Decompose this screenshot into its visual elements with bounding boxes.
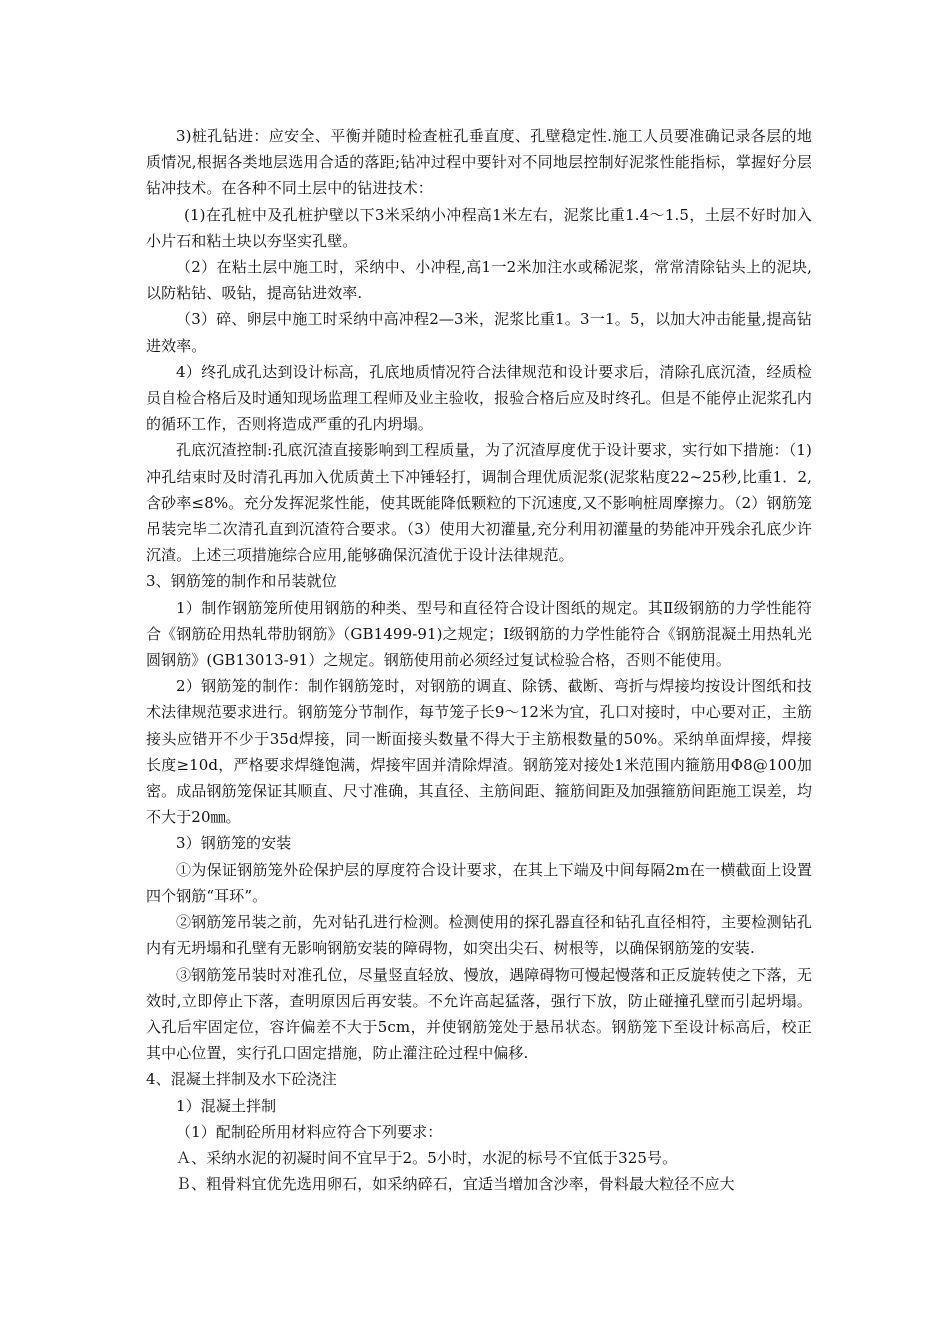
paragraph-final-hole: 4）终孔成孔达到设计标高，孔底地质情况符合法律规范和设计要求后，清除孔底沉渣，经质检员自检合格后及时通知现场监理工程师及业主验收，报验合格后应及时终孔。但是不能停止泥浆孔内的循环工作，否则将造成严重的孔内坍塌。	[146, 362, 812, 434]
paragraph-step-1: (1)在孔桩中及孔桩护壁以下3米采纳小冲程高1米左右，泥浆比重1.4～1.5，土层不好时加入小片石和粘土块以夯坚实孔壁。	[146, 205, 812, 250]
paragraph-item-a: Ａ、采纳水泥的初凝时间不宜早于2。5小时，水泥的标号不宜低于325号。	[176, 1148, 678, 1167]
paragraph-concrete-mixing: 1）混凝土拌制	[176, 1096, 277, 1115]
paragraph-install-3: ③钢筋笼吊装时对准孔位，尽量竖直轻放、慢放，遇障碍物可慢起慢落和正反旋转使之下落，无效时,立即停止下落，查明原因后再安装。不允许高起猛落，强行下放，防止碰撞孔壁而引起坍塌。入孔后牢固定位，容许偏差不大于5cm，并使钢筋笼处于悬吊状态。钢筋笼下至设计标高后，校正其中心位置，实行孔口固定措施，防止灌注砼过程中偏移.	[146, 965, 812, 1063]
paragraph-drilling: 3)桩孔钻进：应安全、平衡并随时检查桩孔垂直度、孔壁稳定性.施工人员要准确记录各层的地质情况,根据各类地层选用合适的落距;钻冲过程中要针对不同地层控制好泥浆性能指标，掌握好分层钻冲技术。在各种不同土层中的钻进技术：	[146, 127, 812, 198]
paragraph-rebar-installation-title: 3）钢筋笼的安装	[176, 834, 292, 853]
section-heading-rebar-cage: 3、钢筋笼的制作和吊装就位	[146, 572, 337, 591]
section-heading-concrete: 4、混凝土拌制及水下砼浇注	[146, 1070, 337, 1089]
paragraph-install-2: ②钢筋笼吊装之前，先对钻孔进行检测。检测使用的探孔器直径和钻孔直径相符，主要检测钻孔内有无坍塌和孔壁有无影响钢筋安装的障碍物，如突出尖石、树根等，以确保钢筋笼的安装.	[146, 913, 812, 958]
paragraph-sediment-control: 孔底沉渣控制:孔底沉渣直接影响到工程质量，为了沉渣厚度优于设计要求，实行如下措施：（1)冲孔结束时及时清孔再加入优质黄土下冲锤轻打，调制合理优质泥浆(泥浆粘度22~25秒,比重1．2,含砂率≤8%。充分发挥泥浆性能，使其既能降低颗粒的下沉速度,又不影响桩周摩擦力。（2）钢筋笼吊装完毕二次清孔直到沉渣符合要求。（3）使用大初灌量,充分利用初灌量的势能冲开残余孔底少许沉渣。上述三项措施综合应用,能够确保沉渣优于设计法律规范。	[146, 441, 812, 565]
paragraph-item-b: Ｂ、粗骨料宜优先选用卵石，如采纳碎石，宜适当增加含沙率，骨料最大粒径不应大	[176, 1175, 735, 1194]
paragraph-rebar-fabrication: 2）钢筋笼的制作：制作钢筋笼时，对钢筋的调直、除锈、截断、弯折与焊接均按设计图纸和技术法律规范要求进行。钢筋笼分节制作，每节笼子长9～12米为宜，孔口对接时，中心要对正，主筋接头应错开不少于35d焊接，同一断面接头数量不得大于主筋根数量的50%。采纳单面焊接，焊接长度≥10d，严格要求焊缝饱满，焊接牢固并清除焊渣。钢筋笼对接处1米范围内箍筋用Φ8@100加密。成品钢筋笼保证其顺直、尺寸准确，其直径、主筋间距、箍筋间距及加强箍筋间距施工误差，均不大于20㎜。	[146, 677, 812, 827]
paragraph-step-3: （3）碎、卵层中施工时采纳中高冲程2—3米，泥浆比重1。3一1。5，以加大冲击能量,提高钻进效率。	[146, 310, 812, 355]
paragraph-rebar-materials: 1）制作钢筋笼所使用钢筋的种类、型号和直径符合设计图纸的规定。其Ⅱ级钢筋的力学性能符合《钢筋砼用热轧带肋钢筋》（GB1499-91)之规定；Ⅰ级钢筋的力学性能符合《钢筋混凝土用热轧光圆钢筋》(GB13013-91）之规定。钢筋使用前必须经过复试检验合格，否则不能使用。	[146, 598, 812, 670]
paragraph-install-1: ①为保证钢筋笼外砼保护层的厚度符合设计要求，在其上下端及中间每隔2m在一横截面上设置四个钢筋“耳环”。	[146, 860, 812, 905]
paragraph-step-2: （2）在粘土层中施工时，采纳中、小冲程,高1一2米加注水或稀泥浆，常常清除钻头上的泥块,以防粘钻、吸钻，提高钻进效率.	[146, 258, 812, 303]
paragraph-materials-requirements: （1）配制砼所用材料应符合下列要求：	[176, 1122, 443, 1141]
document-page	[146, 123, 812, 1197]
